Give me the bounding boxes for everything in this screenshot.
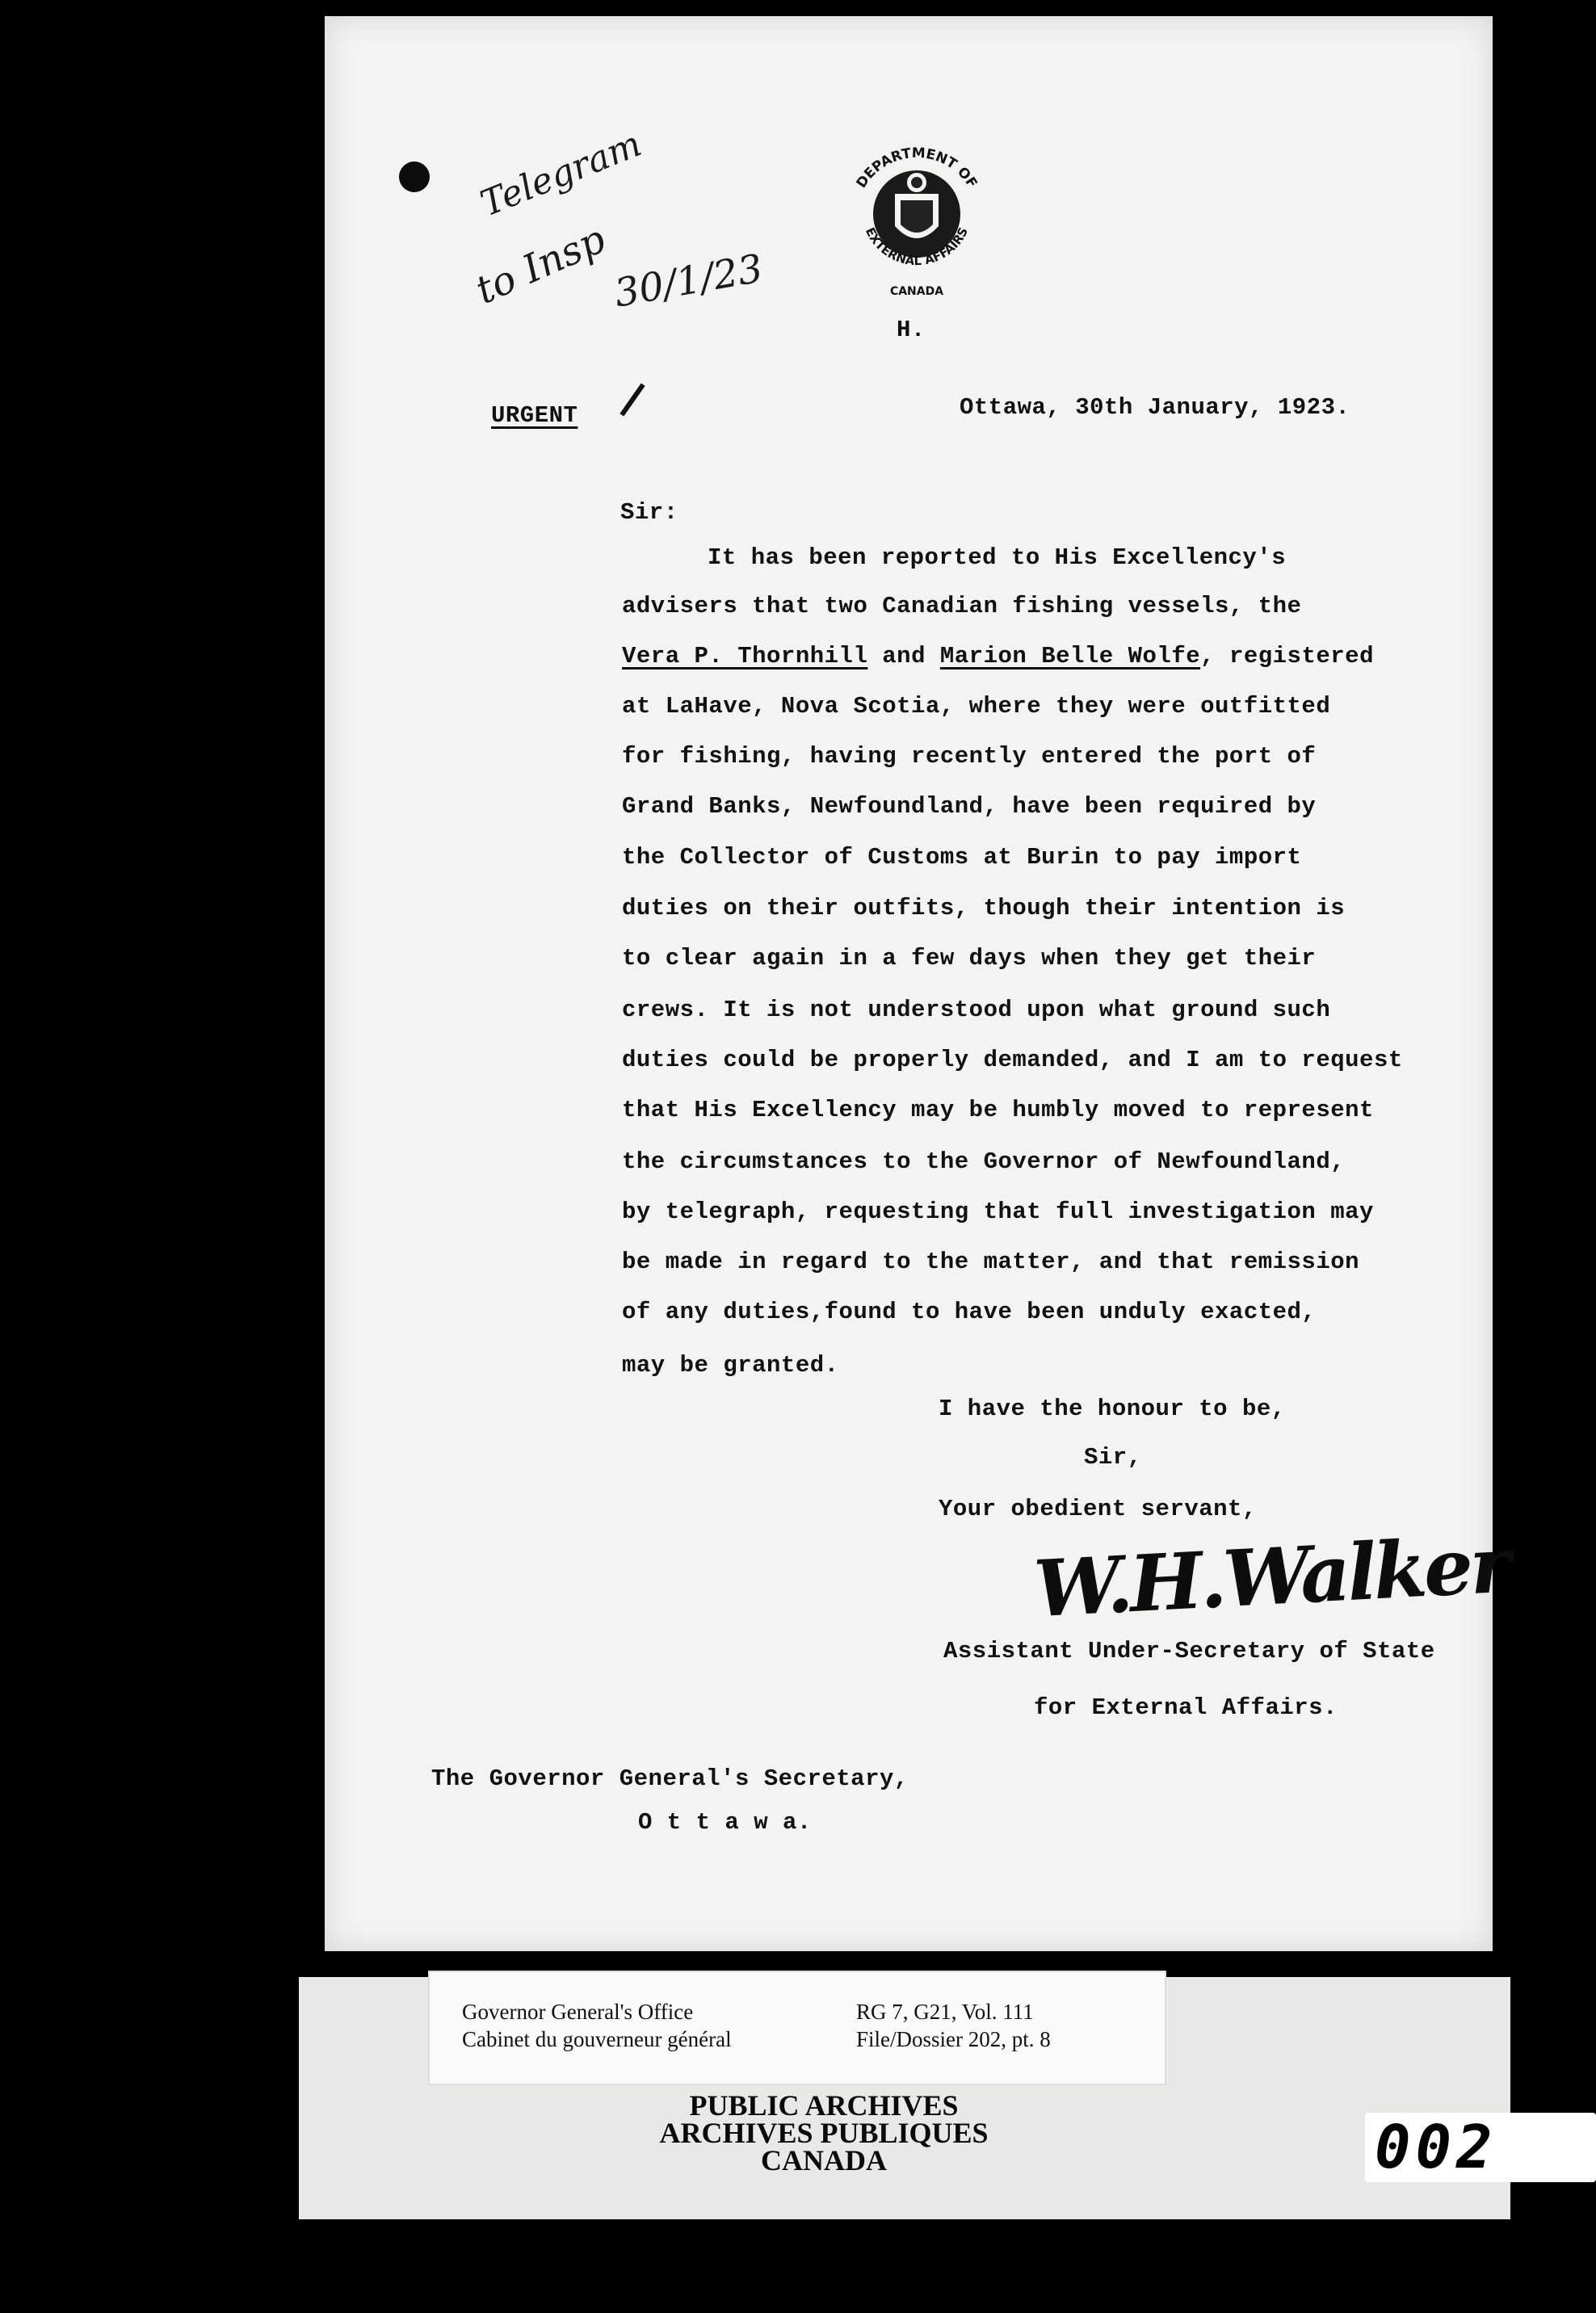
body-line: by telegraph, requesting that full investigation may (622, 1198, 1374, 1225)
handwritten-note-line2: to Insp (468, 216, 612, 313)
department-seal-icon (832, 129, 1002, 299)
body-line: advisers that two Canadian fishing vessels, the (622, 593, 1302, 619)
body-line-vessels: Vera P. Thornhill and Marion Belle Wolfe, registered (622, 643, 1374, 670)
closing-line1: I have the honour to be, (939, 1396, 1286, 1422)
body-line: may be granted. (622, 1352, 839, 1379)
handwritten-note-line1: Telegram (475, 123, 648, 225)
signer-title-line2: for External Affairs. (1034, 1694, 1338, 1721)
frame-counter: 002 (1365, 2113, 1596, 2182)
punch-hole (399, 162, 430, 192)
archive-info-card (428, 1971, 1166, 2085)
svg-text:EXTERNAL AFFAIRS: EXTERNAL AFFAIRS (862, 225, 972, 269)
body-line: at LaHave, Nova Scotia, where they were outfitted (622, 693, 1331, 720)
body-line: to clear again in a few days when they get their (622, 945, 1317, 972)
letterhead-mark: H. (897, 317, 926, 343)
archives-stamp (485, 2089, 1163, 2177)
body-line: of any duties,found to have been unduly exacted, (622, 1299, 1317, 1325)
archives-stamp-line3: CANADA (761, 2144, 887, 2177)
signer-title-line1: Assistant Under-Secretary of State (943, 1638, 1435, 1664)
archive-file: File/Dossier 202, pt. 8 (856, 2027, 1051, 2051)
office-name-en: Governor General's Office (462, 2000, 694, 2024)
archives-stamp-line2: ARCHIVES PUBLIQUES (659, 2117, 989, 2149)
signature: W.H.Walker (1031, 1518, 1510, 1635)
body-line: crews. It is not understood upon what ground such (622, 997, 1331, 1023)
urgent-label: URGENT (491, 402, 578, 429)
dateline: Ottawa, 30th January, 1923. (960, 394, 1350, 421)
vessel-name: Marion Belle Wolfe (939, 643, 1201, 670)
body-line: duties on their outfits, though their intention is (622, 895, 1346, 921)
body-line: be made in regard to the matter, and that remission (622, 1249, 1360, 1275)
body-line: the circumstances to the Governor of Newfoundland, (622, 1148, 1346, 1175)
addressee-line2: O t t a w a. (638, 1809, 812, 1836)
body-line: Grand Banks, Newfoundland, have been required by (622, 793, 1317, 820)
closing-line2: Sir, (1084, 1444, 1142, 1471)
body-line: duties could be properly demanded, and I am to request (622, 1047, 1403, 1073)
svg-text:CANADA: CANADA (889, 285, 944, 298)
salutation: Sir: (620, 499, 678, 526)
svg-text:DEPARTMENT OF: DEPARTMENT OF (853, 145, 981, 191)
handwritten-note-date: 30/1/23 (611, 246, 766, 317)
closing-line3: Your obedient servant, (939, 1496, 1257, 1522)
addressee-line1: The Governor General's Secretary, (431, 1765, 909, 1792)
body-line: for fishing, having recently entered the port of (622, 743, 1317, 770)
body-line: that His Excellency may be humbly moved to represent (622, 1097, 1374, 1123)
vessel-name: Vera P. Thornhill (622, 643, 868, 670)
body-line: It has been reported to His Excellency's (708, 544, 1287, 571)
office-name-fr: Cabinet du gouverneur général (462, 2027, 732, 2051)
body-line: the Collector of Customs at Burin to pay import (622, 844, 1302, 871)
archive-reference: RG 7, G21, Vol. 111 (856, 2000, 1034, 2024)
archives-stamp-line1: PUBLIC ARCHIVES (689, 2089, 959, 2122)
